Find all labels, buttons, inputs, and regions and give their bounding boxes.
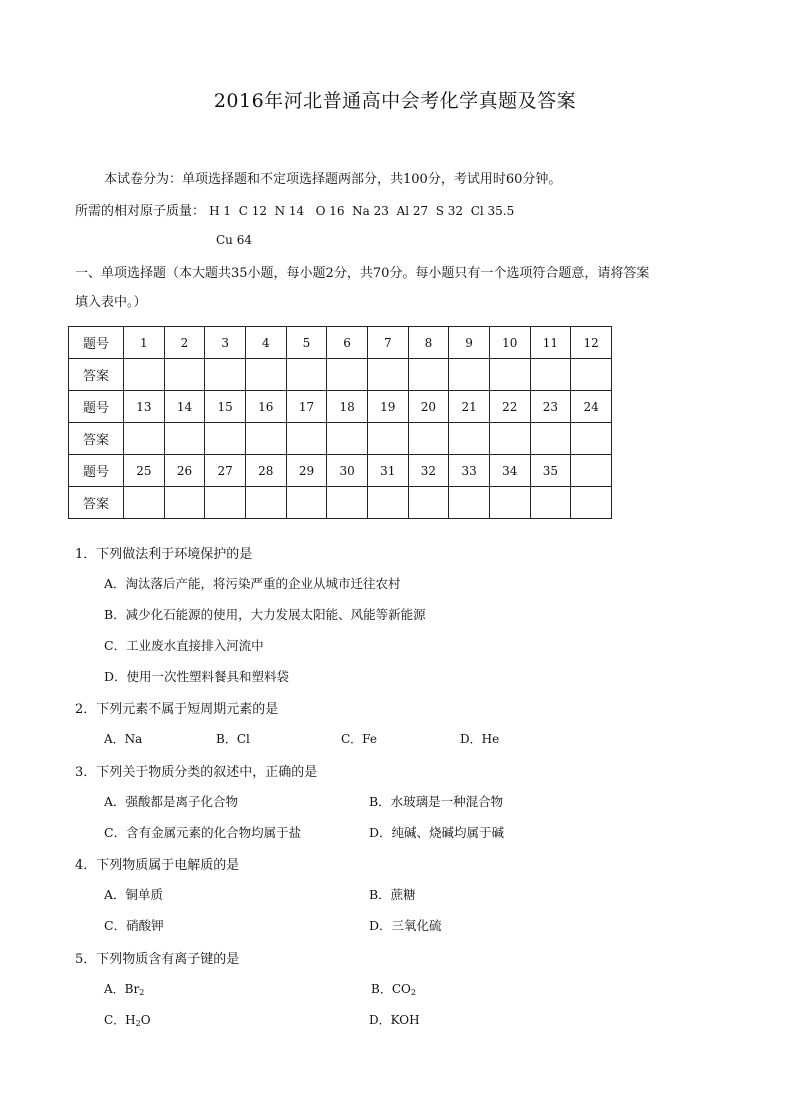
question-number-cell: 1 [124, 327, 165, 359]
question-number-label: 题号 [69, 327, 124, 359]
question-3-option-b: B．水玻璃是一种混合物 [369, 794, 504, 809]
question-number-cell: 26 [164, 455, 205, 487]
answer-cell[interactable] [449, 359, 490, 391]
answer-table [68, 326, 612, 519]
question-2-option-d: D．He [460, 732, 500, 746]
answer-cell[interactable] [530, 359, 571, 391]
question-number-cell: 12 [571, 327, 612, 359]
answer-cell[interactable] [449, 487, 490, 519]
question-number-cell: 22 [489, 391, 530, 423]
answer-cell[interactable] [530, 423, 571, 455]
question-number-label: 题号 [69, 455, 124, 487]
answer-cell[interactable] [408, 487, 449, 519]
answer-cell[interactable] [571, 359, 612, 391]
question-5-option-a: A．$Br_2$ [104, 982, 145, 997]
question-number-cell: 18 [327, 391, 368, 423]
section1-instructions-cont: 填入表中。） [75, 295, 147, 310]
question-number-row [69, 327, 612, 359]
answer-cell[interactable] [286, 423, 327, 455]
answer-cell[interactable] [205, 359, 246, 391]
atomic-mass-line [75, 200, 514, 219]
question-3-option-d: D．纯碱、烧碱均属于碱 [369, 825, 505, 840]
question-5-option-d: D．KOH [369, 1013, 420, 1027]
answer-cell[interactable] [124, 487, 165, 519]
answer-cell[interactable] [571, 487, 612, 519]
question-4-option-c: C．硝酸钾 [104, 918, 164, 933]
answer-cell[interactable] [205, 423, 246, 455]
question-1-option-c: C．工业废水直接排入河流中 [104, 638, 264, 653]
question-number-cell: 11 [530, 327, 571, 359]
answer-cell[interactable] [327, 423, 368, 455]
question-2-option-c: C．Fe [341, 732, 377, 746]
question-number-cell: 29 [286, 455, 327, 487]
question-number-cell: 13 [124, 391, 165, 423]
answer-cell[interactable] [245, 423, 286, 455]
answer-cell[interactable] [327, 487, 368, 519]
atomic-mass-cu: Cu 64 [216, 233, 252, 247]
question-number-label: 题号 [69, 391, 124, 423]
question-number-cell: 7 [367, 327, 408, 359]
question-number-cell: 32 [408, 455, 449, 487]
page-title: 2016年河北普通高中会考化学真题及答案 [213, 90, 577, 112]
question-4-stem: 4．下列物质属于电解质的是 [75, 858, 240, 873]
question-1-option-b: B．减少化石能源的使用，大力发展太阳能、风能等新能源 [104, 607, 426, 622]
question-5-option-c: C．$H_2O$ [104, 1013, 151, 1028]
question-number-cell: 21 [449, 391, 490, 423]
question-number-cell: 16 [245, 391, 286, 423]
section1-instructions: 一、单项选择题（本大题共35小题，每小题2分，共70分。每小题只有一个选项符合题意，请将答案 [75, 266, 650, 281]
question-number-cell: 33 [449, 455, 490, 487]
answer-cell[interactable] [327, 359, 368, 391]
answer-label: 答案 [69, 359, 124, 391]
answer-cell[interactable] [449, 423, 490, 455]
question-2-option-a: A．Na [104, 732, 143, 746]
question-1-stem: 1．下列做法利于环境保护的是 [75, 547, 253, 562]
atomic-mass-values: H 1 C 12 N 14 O 16 Na 23 Al 27 S 32 Cl 35.5 [209, 204, 515, 218]
question-5-stem: 5．下列物质含有离子键的是 [75, 952, 240, 967]
question-2-option-b: B．Cl [216, 732, 250, 746]
answer-row [69, 487, 612, 519]
exam-intro: 本试卷分为：单项选择题和不定项选择题两部分，共100分，考试用时60分钟。 [104, 172, 562, 187]
answer-cell[interactable] [571, 423, 612, 455]
question-number-cell: 28 [245, 455, 286, 487]
question-number-cell: 3 [205, 327, 246, 359]
question-1-option-d: D．使用一次性塑料餐具和塑料袋 [104, 669, 290, 684]
answer-cell[interactable] [408, 359, 449, 391]
question-3-stem: 3．下列关于物质分类的叙述中，正确的是 [75, 765, 318, 780]
question-number-cell: 5 [286, 327, 327, 359]
question-number-cell: 17 [286, 391, 327, 423]
question-number-cell: 14 [164, 391, 205, 423]
question-number-cell [571, 455, 612, 487]
answer-cell[interactable] [245, 487, 286, 519]
answer-cell[interactable] [367, 487, 408, 519]
answer-label: 答案 [69, 487, 124, 519]
question-number-cell: 35 [530, 455, 571, 487]
question-number-cell: 25 [124, 455, 165, 487]
answer-cell[interactable] [489, 359, 530, 391]
question-number-cell: 31 [367, 455, 408, 487]
question-4-option-a: A．铜单质 [104, 887, 164, 902]
question-number-cell: 15 [205, 391, 246, 423]
answer-cell[interactable] [408, 423, 449, 455]
question-number-cell: 30 [327, 455, 368, 487]
question-number-cell: 24 [571, 391, 612, 423]
answer-cell[interactable] [124, 359, 165, 391]
answer-cell[interactable] [245, 359, 286, 391]
answer-row [69, 423, 612, 455]
question-number-cell: 19 [367, 391, 408, 423]
answer-cell[interactable] [286, 359, 327, 391]
question-number-cell: 10 [489, 327, 530, 359]
answer-cell[interactable] [530, 487, 571, 519]
question-number-cell: 8 [408, 327, 449, 359]
question-number-cell: 27 [205, 455, 246, 487]
question-number-cell: 9 [449, 327, 490, 359]
answer-cell[interactable] [164, 423, 205, 455]
question-number-cell: 4 [245, 327, 286, 359]
answer-cell[interactable] [286, 487, 327, 519]
answer-cell[interactable] [164, 487, 205, 519]
answer-label: 答案 [69, 423, 124, 455]
answer-cell[interactable] [489, 423, 530, 455]
answer-cell[interactable] [489, 487, 530, 519]
question-number-row [69, 455, 612, 487]
answer-cell[interactable] [164, 359, 205, 391]
answer-cell[interactable] [124, 423, 165, 455]
question-1-option-a: A．淘汰落后产能，将污染严重的企业从城市迁往农村 [104, 576, 401, 591]
question-3-option-a: A．强酸都是离子化合物 [104, 794, 239, 809]
answer-cell[interactable] [205, 487, 246, 519]
answer-row [69, 359, 612, 391]
answer-cell[interactable] [367, 423, 408, 455]
question-2-stem: 2．下列元素不属于短周期元素的是 [75, 702, 279, 717]
question-4-option-b: B．蔗糖 [369, 887, 416, 902]
atomic-mass-label: 所需的相对原子质量： [75, 204, 206, 219]
question-5-option-b: B．$CO_2$ [371, 982, 416, 997]
question-4-option-d: D．三氧化硫 [369, 918, 442, 933]
question-number-cell: 20 [408, 391, 449, 423]
question-number-cell: 23 [530, 391, 571, 423]
question-number-cell: 34 [489, 455, 530, 487]
question-3-option-c: C．含有金属元素的化合物均属于盐 [104, 825, 302, 840]
question-number-row [69, 391, 612, 423]
question-number-cell: 6 [327, 327, 368, 359]
answer-cell[interactable] [367, 359, 408, 391]
question-number-cell: 2 [164, 327, 205, 359]
